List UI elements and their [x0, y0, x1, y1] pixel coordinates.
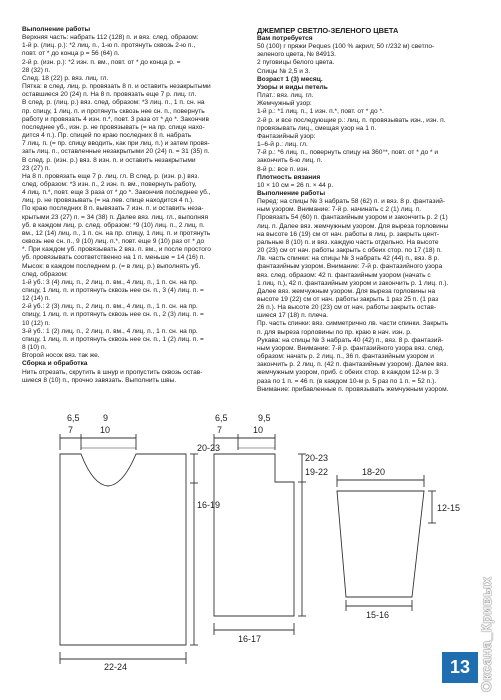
left-text-line: *. При каждом уб. провязывать 2 вяз. п. вм., и после простого — [22, 246, 211, 254]
back-dim-height-lower: 19-22 — [305, 467, 329, 477]
sleeve-dim-bottom: 15-16 — [366, 610, 390, 620]
left-text-line: уб. в каждом лиц. р. след. образом: *9 (10) лиц. п., 2 лиц. п. — [22, 221, 205, 229]
right-text-line: лиц. п. Далее вяз. жемчужным узором. Для выреза горловины — [257, 222, 449, 230]
left-text-line: крытыми 23 (27) п. = 34 (38) п. Далее вяз. лиц. гл., выполняя — [22, 213, 209, 221]
left-text-line: оставшиеся 20 (24) п. На 8 п. провязать еще 7 р. лиц. гл. — [22, 91, 197, 99]
back-dim-height-total: 20-23 — [305, 453, 329, 463]
right-text-line: 20 (23) см от нач. работы закрыть с обеих стор. по 17 (18) п. — [257, 247, 442, 255]
right-text-line: 2-й р. и все последующие р.: лиц. п. провязывать изн., изн. п. — [257, 116, 446, 124]
right-text-line: Плотность вязания — [257, 173, 321, 181]
left-text-line: Выполнение работы — [22, 26, 91, 33]
left-text-line: зать лиц. п., оставленные незакрытыми 20 (24) п. = 31 (35) п. — [22, 148, 210, 156]
right-text-line: ным узором. Внимание: 7-й р. начинать с 2 (1) лиц. п. — [257, 206, 422, 214]
left-text-line: шиеся 8 (10) п., прочно завязать. Выполнить швы. — [22, 376, 177, 384]
sleeve-pattern-outline — [337, 491, 424, 597]
left-text-line: 8 (10) п. — [22, 344, 47, 352]
right-text-line: Выполнение работы — [257, 189, 326, 197]
back-dim-neck-top: 9,5 — [258, 413, 271, 423]
right-text-line: образом: начать р. 2 лиц. п., 36 п. фантазийным узором и — [257, 353, 434, 361]
front-dim-inner: 7 — [68, 425, 74, 435]
left-text-line: спицу, 1 лиц. п. и протянуть сквозь нее сн. п., 3 (4) лиц. п. = — [22, 287, 204, 294]
right-text-line: п. для выреза горловины по пр. краю в нач. изн. р. — [257, 328, 412, 336]
right-text-line: жемчужным узором, приб. с обеих стор. в каждом 12-м р. 3 — [257, 369, 439, 377]
right-text-line: закончить 6-ю лиц. п. — [257, 157, 323, 165]
right-text-line: раза по 1 п. = 46 п. (в каждом 10-м р. 5 раз по 1 п. = 52 п.). — [257, 377, 437, 385]
right-text-line: 1–6-й р.: лиц. гл. — [257, 141, 308, 149]
sleeve-dim-side: 12-15 — [437, 503, 461, 513]
left-text-line: 1-й уб.: 3 (4) лиц. п., 2 лиц. п. вм., 4 лиц. п., 1 п. сн. на пр. — [22, 278, 198, 286]
right-text-line: Пр. часть спинки: вяз. симметрично лв. части спинки. Закрыть — [257, 320, 449, 328]
page-number: 13 — [442, 652, 478, 683]
back-pattern-outline — [214, 454, 294, 616]
right-text-line: 2 пуговицы белого цвета. — [257, 59, 335, 67]
right-text-line: зеленого цвета, № 84913. — [257, 51, 336, 59]
right-text-line: высоте 19 (22) см от нач. работы закрыть 1 раз 25 п. (1 раз — [257, 296, 439, 303]
left-text-line: Верхняя часть: набрать 112 (128) п. и вяз. след. образом: — [22, 34, 199, 42]
front-dim-outer: 6,5 — [67, 413, 80, 423]
back-dim-outer: 6,5 — [215, 413, 228, 423]
front-pattern-outline — [60, 454, 186, 645]
left-text-line: Второй носок вяз. так же. — [22, 352, 100, 360]
back-dim-width: 16-17 — [238, 634, 262, 644]
left-text-line: Пятка: в след. лиц. р. провязать 8 п. и оставить незакрытыми — [22, 83, 211, 91]
left-text-line: На 8 п. провязать еще 7 р. лиц. гл. В след. р. (изн. р.) вяз. — [22, 172, 200, 180]
front-dim-neck-top: 9 — [103, 413, 109, 423]
left-text-line: след. образом: — [22, 270, 68, 278]
front-dim-height-lower: 16-19 — [197, 500, 221, 510]
right-text-line: Далее вяз. жемчужным узором. Для выреза горловины на — [257, 287, 436, 295]
left-text-line: 7 лиц. п. (= пр. спицу вводить, как при лиц. п.) и затем провя- — [22, 140, 210, 148]
left-text-line: 12 (14) п. — [22, 295, 51, 303]
right-text-line: Спицы № 2,5 и 3. — [257, 67, 311, 75]
right-text-line: Фантазийный узор: — [257, 132, 316, 140]
sleeve-dim-top: 18-20 — [362, 467, 386, 477]
left-text-line: дится 4 п.). Пр. спицей по краю последних 8 п. набрать — [22, 132, 192, 140]
left-text-line: 10 (12) п. — [22, 319, 51, 327]
left-text-line: сквозь нее сн. п., 9 (10) лиц. п.*, повт. еще 9 (10) раз от * до — [22, 238, 205, 246]
right-text-line: на высоте 16 (19) см от нач. работы в лиц. р. закрыть цент- — [257, 230, 440, 238]
left-text-line: 2-й р. (изн. р.): *2 изн. п. вм., повт. от * до конца р. = — [22, 58, 181, 66]
right-text-line: провязывать лиц., смещая узор на 1 п. — [257, 124, 377, 132]
right-text-line: Узоры и виды петель — [257, 83, 328, 91]
right-text-line: шиеся 17 (18) п. плеча. — [257, 312, 329, 320]
left-text-line: повт. от * до конца р = 56 (64) п. — [22, 50, 120, 58]
left-text-line: след. образом: *3 изн. п., 2 изн. п. вм., повернуть работу, — [22, 180, 197, 188]
left-text-line: В след. р. (лиц. р.) вяз. след. образом: *3 лиц. п., 1 п. сн. на — [22, 99, 205, 107]
right-text-line: фантазийным узором. Внимание: 7-й р. фантазийного узора — [257, 263, 443, 271]
right-text-line: Вам потребуется — [257, 35, 313, 42]
left-text-line: вм., 12 (14) лиц. п., 1 п. сн. на пр. спицу, 1 лиц. п. и протянуть — [22, 229, 211, 237]
right-text-line: 1 лиц. п.), 42 п. фантазийным узором и закончить р. 1 лиц. п.). — [257, 279, 449, 287]
right-text-line: Перед: на спицы № 3 набрать 58 (62) п. и вяз. 8 р. фантазий- — [257, 198, 445, 206]
right-text-line: вяз. след. образом: 42 п. фантазийным узором (начать с — [257, 271, 431, 279]
right-text-line: Провязать 54 (60) п. фантазийным узором и закончить р. 2 (1) — [257, 214, 448, 222]
back-dim-inner: 7 — [217, 425, 223, 435]
right-text-line: ным узором. Внимание: 7-й р. фантазийного узора вяз. след. — [257, 344, 445, 352]
left-text-line: В след. р. (изн. р.) вяз. 8 изн. п. и оставить незакрытыми — [22, 156, 196, 164]
left-text-line: По краю последних 8 п. вывязать 7 изн. п. и оставить неза- — [22, 205, 204, 213]
right-text-line: Лв. часть спинки: на спицы № 3 набрать 42 (44) п., вяз. 8 р. — [257, 255, 440, 263]
right-text-line: 7-й р.: *6 лиц. п., повернуть спицу на 360°*, повт. от * до * и — [257, 149, 439, 157]
left-text-line: уб. провязывать соответственно на 1 п. меньше = 14 (16) п. — [22, 254, 206, 262]
right-text-line: 10 × 10 см = 26 п. × 44 р. — [257, 181, 334, 189]
right-text-line: 1-й р.: *1 лиц. п., 1 изн. п.*, повт. от * до *. — [257, 108, 384, 116]
left-text-line: спицу, 1 лиц. п. и протянуть сквозь нее сн. п., 1 (2) лиц. п. = — [22, 335, 204, 343]
left-text-line: Сборка и обработка — [22, 360, 88, 368]
back-dim-neck-bottom: 10 — [253, 425, 264, 435]
right-text-line: Рукава: на спицы № 3 набрать 40 (42) п., вяз. 8 р. фантазий- — [257, 336, 444, 344]
left-text-line: работу и провязать 4 изн. п.*, повт. 3 раза от * до *. Закончив — [22, 115, 209, 123]
left-text-line: лиц. р. не провязывать (= на лев. спице находится 4 п.). — [22, 197, 194, 205]
right-text-line: закончить р. 2 лиц. п. (42 п. фантазийным узором). Далее вяз. — [257, 361, 449, 369]
left-text-line: Нить отрезать, скрутить в шнур и пропустить сквозь остав- — [22, 368, 203, 376]
watermark: Оксана_Кривых — [478, 576, 494, 692]
right-text-line: Жемчужный узор: — [257, 100, 312, 108]
right-text-line: Внимание: прибавленные п. провязывать жемчужным узором. — [257, 385, 449, 393]
right-text-line: 50 (100) г пряжи Peques (100 % акрил; 50 г/232 м) светло- — [257, 43, 435, 51]
left-text-line: пр. спицу, 1 лиц. п. и протянуть сквозь нее сн. п., повернуть — [22, 107, 205, 115]
left-text-line: 1-й р. (лиц. р.): *2 лиц. п., 1-ю п. протянуть сквозь 2-ю п., — [22, 42, 196, 50]
left-text-line: 3-й уб.: 1 (2) лиц. п., 2 лиц. п. вм., 4 лиц. п., 1 п. сн. на пр. — [22, 327, 198, 335]
left-text-line: 23 (27) п. — [22, 164, 51, 172]
left-text-line: 4 лиц. п.*, повт. еще 3 раза от * до *. Закончив последнее уб., — [22, 189, 211, 197]
left-text-line: 2-й уб.: 2 (3) лиц. п., 2 лиц. п. вм., 4 лиц. п., 1 п. сн. на пр. — [22, 303, 198, 311]
right-text-line: Возраст 1 (3) месяц. — [257, 75, 323, 83]
front-dim-height-total: 20-23 — [197, 443, 221, 453]
right-text-line: Плат.: вяз. лиц. гл. — [257, 92, 314, 100]
left-text-line: 28 (32) п. — [22, 66, 51, 74]
left-text-line: спицу, 1 лиц. п. и протянуть сквозь нее сн. п., 2 (3) лиц. п. = — [22, 311, 204, 319]
front-dim-neck-bottom: 10 — [100, 425, 111, 435]
right-text-line: 8-й р.: все п. изн. — [257, 165, 310, 173]
right-text-line: 26 п.). На высоте 20 (23) см от нач. работы закрыть остав- — [257, 304, 437, 312]
right-text-line: ральные 8 (10) п. и вяз. каждую часть отдельно. На высоте — [257, 238, 439, 246]
front-dim-width: 22-24 — [104, 662, 128, 672]
left-text-line: След. 18 (22) р. вяз. лиц. гл. — [22, 74, 109, 82]
left-text-line: последнее уб., изн. р. не провязывать (= на пр. спице нахо- — [22, 123, 205, 131]
right-text-line: ДЖЕМПЕР СВЕТЛО-ЗЕЛЕНОГО ЦВЕТА — [257, 26, 399, 35]
left-text-line: Мысок: в каждом последнем р. (= в лиц. р.) выполнять уб. — [22, 262, 201, 270]
